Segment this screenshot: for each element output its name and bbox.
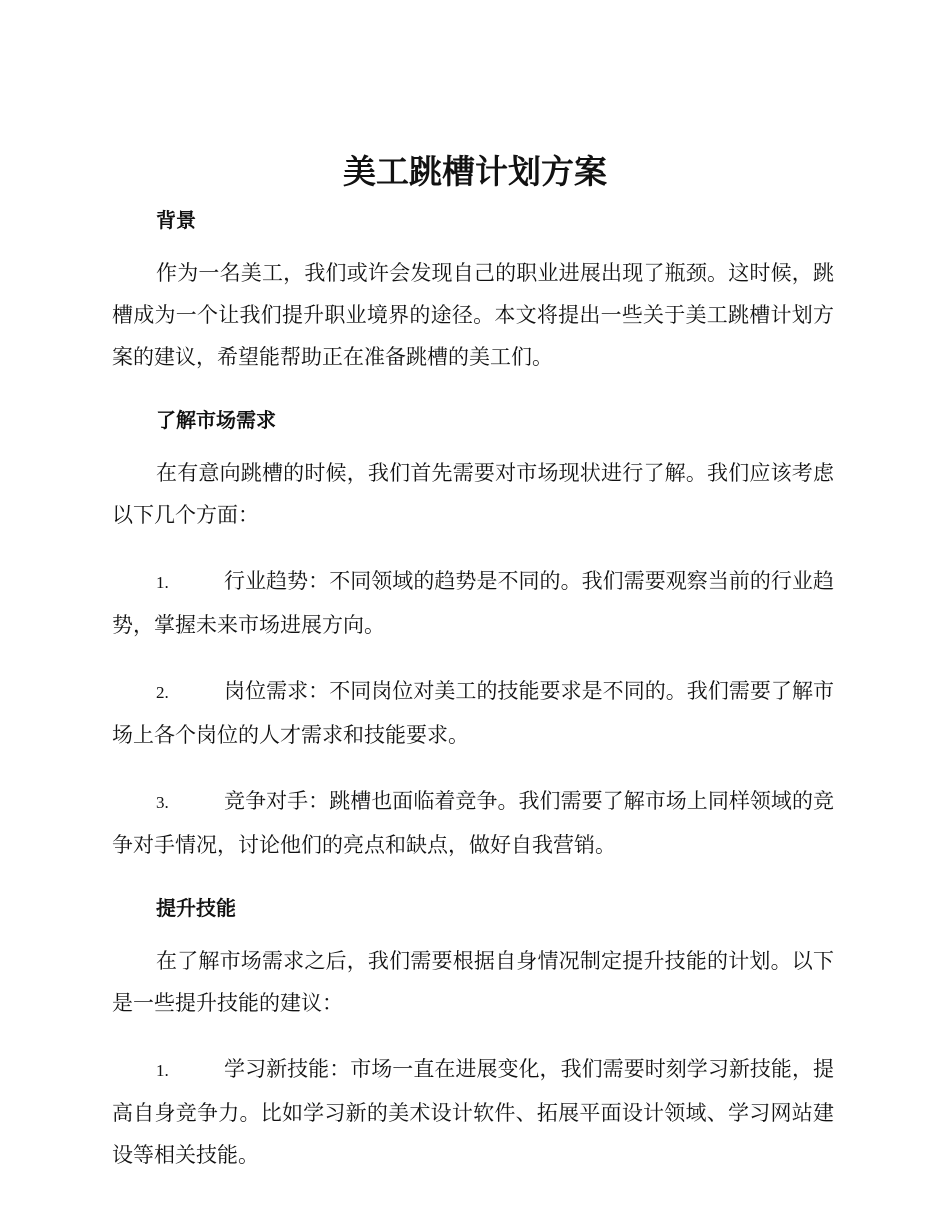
- paragraph: 作为一名美工，我们或许会发现自己的职业进展出现了瓶颈。这时候，跳槽成为一个让我们提升职业境界的途径。本文将提出一些关于美工跳槽计划方案的建议，希望能帮助正在准备跳槽的美工们。: [112, 261, 834, 369]
- list-item: [112, 1048, 834, 1176]
- document-body: [112, 202, 834, 1176]
- document-title: 美工跳槽计划方案: [343, 152, 607, 191]
- section-improve-skills: [112, 890, 834, 1176]
- section-background: [112, 202, 834, 402]
- paragraph: 在了解市场需求之后，我们需要根据自身情况制定提升技能的计划。以下是一些提升技能的建议：: [112, 949, 834, 1015]
- list-number: 1.: [156, 573, 169, 592]
- list-number: 3.: [156, 793, 169, 812]
- list-text: 竞争对手：跳槽也面临着竞争。我们需要了解市场上同样领域的竞争对手情况，讨论他们的亮点和缺点，做好自我营销。: [112, 789, 834, 857]
- paragraph: 在有意向跳槽的时候，我们首先需要对市场现状进行了解。我们应该考虑以下几个方面：: [112, 461, 834, 527]
- list-text: 行业趋势：不同领域的趋势是不同的。我们需要观察当前的行业趋势，掌握未来市场进展方向。: [112, 569, 834, 637]
- section-market-demand: [112, 402, 834, 890]
- list-item: [112, 780, 834, 866]
- section-heading: 了解市场需求: [156, 408, 276, 432]
- list-text: 岗位需求：不同岗位对美工的技能要求是不同的。我们需要了解市场上各个岗位的人才需求和技能要求。: [112, 679, 834, 747]
- list-number: 2.: [156, 683, 169, 702]
- list-number: 1.: [156, 1061, 169, 1080]
- section-heading: 背景: [156, 208, 196, 232]
- list-item: [112, 560, 834, 646]
- list-item: [112, 670, 834, 756]
- list-text: 学习新技能：市场一直在进展变化，我们需要时刻学习新技能，提高自身竞争力。比如学习新的美术设计软件、拓展平面设计领域、学习网站建设等相关技能。: [112, 1057, 834, 1167]
- section-heading: 提升技能: [156, 896, 236, 920]
